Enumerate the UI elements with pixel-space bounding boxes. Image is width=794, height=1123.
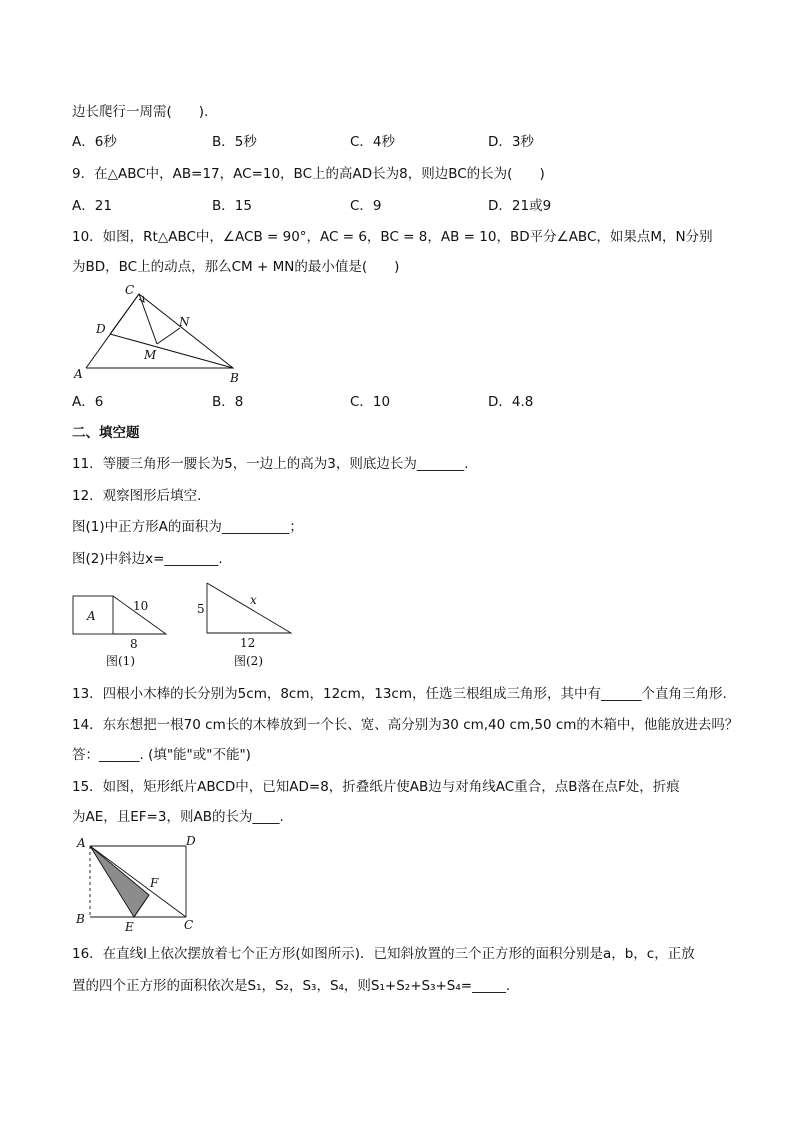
q10-option-a[interactable]: A．6 bbox=[72, 394, 104, 410]
label-d: D bbox=[186, 835, 196, 848]
fig2-hyp-label: x bbox=[250, 593, 257, 607]
label-m: M bbox=[144, 348, 157, 362]
q12-figure-1 bbox=[72, 580, 172, 672]
label-b: B bbox=[230, 371, 239, 385]
q8-option-c[interactable]: C．4秒 bbox=[350, 134, 396, 150]
fig2-caption: 图(2) bbox=[234, 654, 263, 668]
q8-option-b[interactable]: B．5秒 bbox=[212, 134, 257, 150]
label-c: C bbox=[125, 283, 135, 297]
fig1-square-label: A bbox=[87, 609, 96, 623]
q12-subquestion-2: 图(2)中斜边x=________. bbox=[72, 551, 223, 567]
q12-figure-2 bbox=[194, 580, 298, 672]
label-f: F bbox=[150, 876, 159, 890]
q13-question: 13．四根小木棒的长分别为5cm，8cm，12cm，13cm，任选三根组成三角形，其中有______个直角三角形. bbox=[72, 686, 727, 702]
q15-question-line2: 为AE，且EF=3，则AB的长为____. bbox=[72, 809, 284, 825]
q10-triangle-figure bbox=[72, 282, 247, 388]
label-b: B bbox=[76, 912, 85, 926]
fig1-base-label: 8 bbox=[130, 637, 138, 651]
q11-question: 11．等腰三角形一腰长为5，一边上的高为3，则底边长为_______. bbox=[72, 456, 469, 472]
q8-question-tail: 边长爬行一周需( ). bbox=[72, 104, 209, 120]
q10-question-line2: 为BD，BC上的动点，那么CM + MN的最小值是( ) bbox=[72, 259, 400, 275]
fig1-hyp-label: 10 bbox=[133, 599, 149, 613]
q12-subquestion-1: 图(1)中正方形A的面积为__________； bbox=[72, 519, 303, 535]
q9-option-b[interactable]: B．15 bbox=[212, 198, 252, 214]
label-a: A bbox=[77, 836, 86, 850]
q10-option-b[interactable]: B．8 bbox=[212, 394, 244, 410]
q16-question-line1: 16．在直线l上依次摆放着七个正方形(如图所示)．已知斜放置的三个正方形的面积分别是a，b，c，正放 bbox=[72, 946, 695, 962]
q9-option-d[interactable]: D．21或9 bbox=[488, 198, 552, 214]
label-d: D bbox=[96, 322, 106, 336]
q15-question-line1: 15．如图，矩形纸片ABCD中，已知AD=8，折叠纸片使AB边与对角线AC重合，点B落在点F处，折痕 bbox=[72, 779, 680, 795]
label-c: C bbox=[184, 918, 194, 932]
q10-question-line1: 10．如图，Rt△ABC中，∠ACB = 90°，AC = 6，BC = 8，AB = 10，BD平分∠ABC，如果点M，N分别 bbox=[72, 229, 713, 245]
q9-question: 9．在△ABC中，AB=17，AC=10，BC上的高AD长为8，则边BC的长为( ) bbox=[72, 166, 545, 182]
fig2-left-label: 5 bbox=[197, 602, 205, 616]
q8-option-a[interactable]: A．6秒 bbox=[72, 134, 117, 150]
label-a: A bbox=[74, 367, 83, 381]
q9-option-c[interactable]: C．9 bbox=[350, 198, 382, 214]
q9-option-a[interactable]: A．21 bbox=[72, 198, 112, 214]
q12-question: 12．观察图形后填空． bbox=[72, 488, 211, 504]
q14-answer: 答：______. (填"能"或"不能") bbox=[72, 747, 251, 763]
q10-option-d[interactable]: D．4.8 bbox=[488, 394, 534, 410]
q14-question: 14．东东想把一根70 cm长的木棒放到一个长、宽、高分别为30 cm,40 cm,50 cm的木箱中，他能放进去吗？ bbox=[72, 717, 739, 733]
section-title: 二、填空题 bbox=[72, 425, 140, 441]
q15-rectangle-figure bbox=[72, 835, 198, 935]
fig2-base-label: 12 bbox=[240, 636, 256, 650]
q10-option-c[interactable]: C．10 bbox=[350, 394, 391, 410]
q8-option-d[interactable]: D．3秒 bbox=[488, 134, 534, 150]
label-e: E bbox=[125, 920, 134, 934]
fig1-caption: 图(1) bbox=[106, 654, 135, 668]
label-n: N bbox=[179, 315, 190, 329]
q16-question-line2: 置的四个正方形的面积依次是S₁，S₂，S₃，S₄，则S₁+S₂+S₃+S₄=_____. bbox=[72, 978, 511, 994]
